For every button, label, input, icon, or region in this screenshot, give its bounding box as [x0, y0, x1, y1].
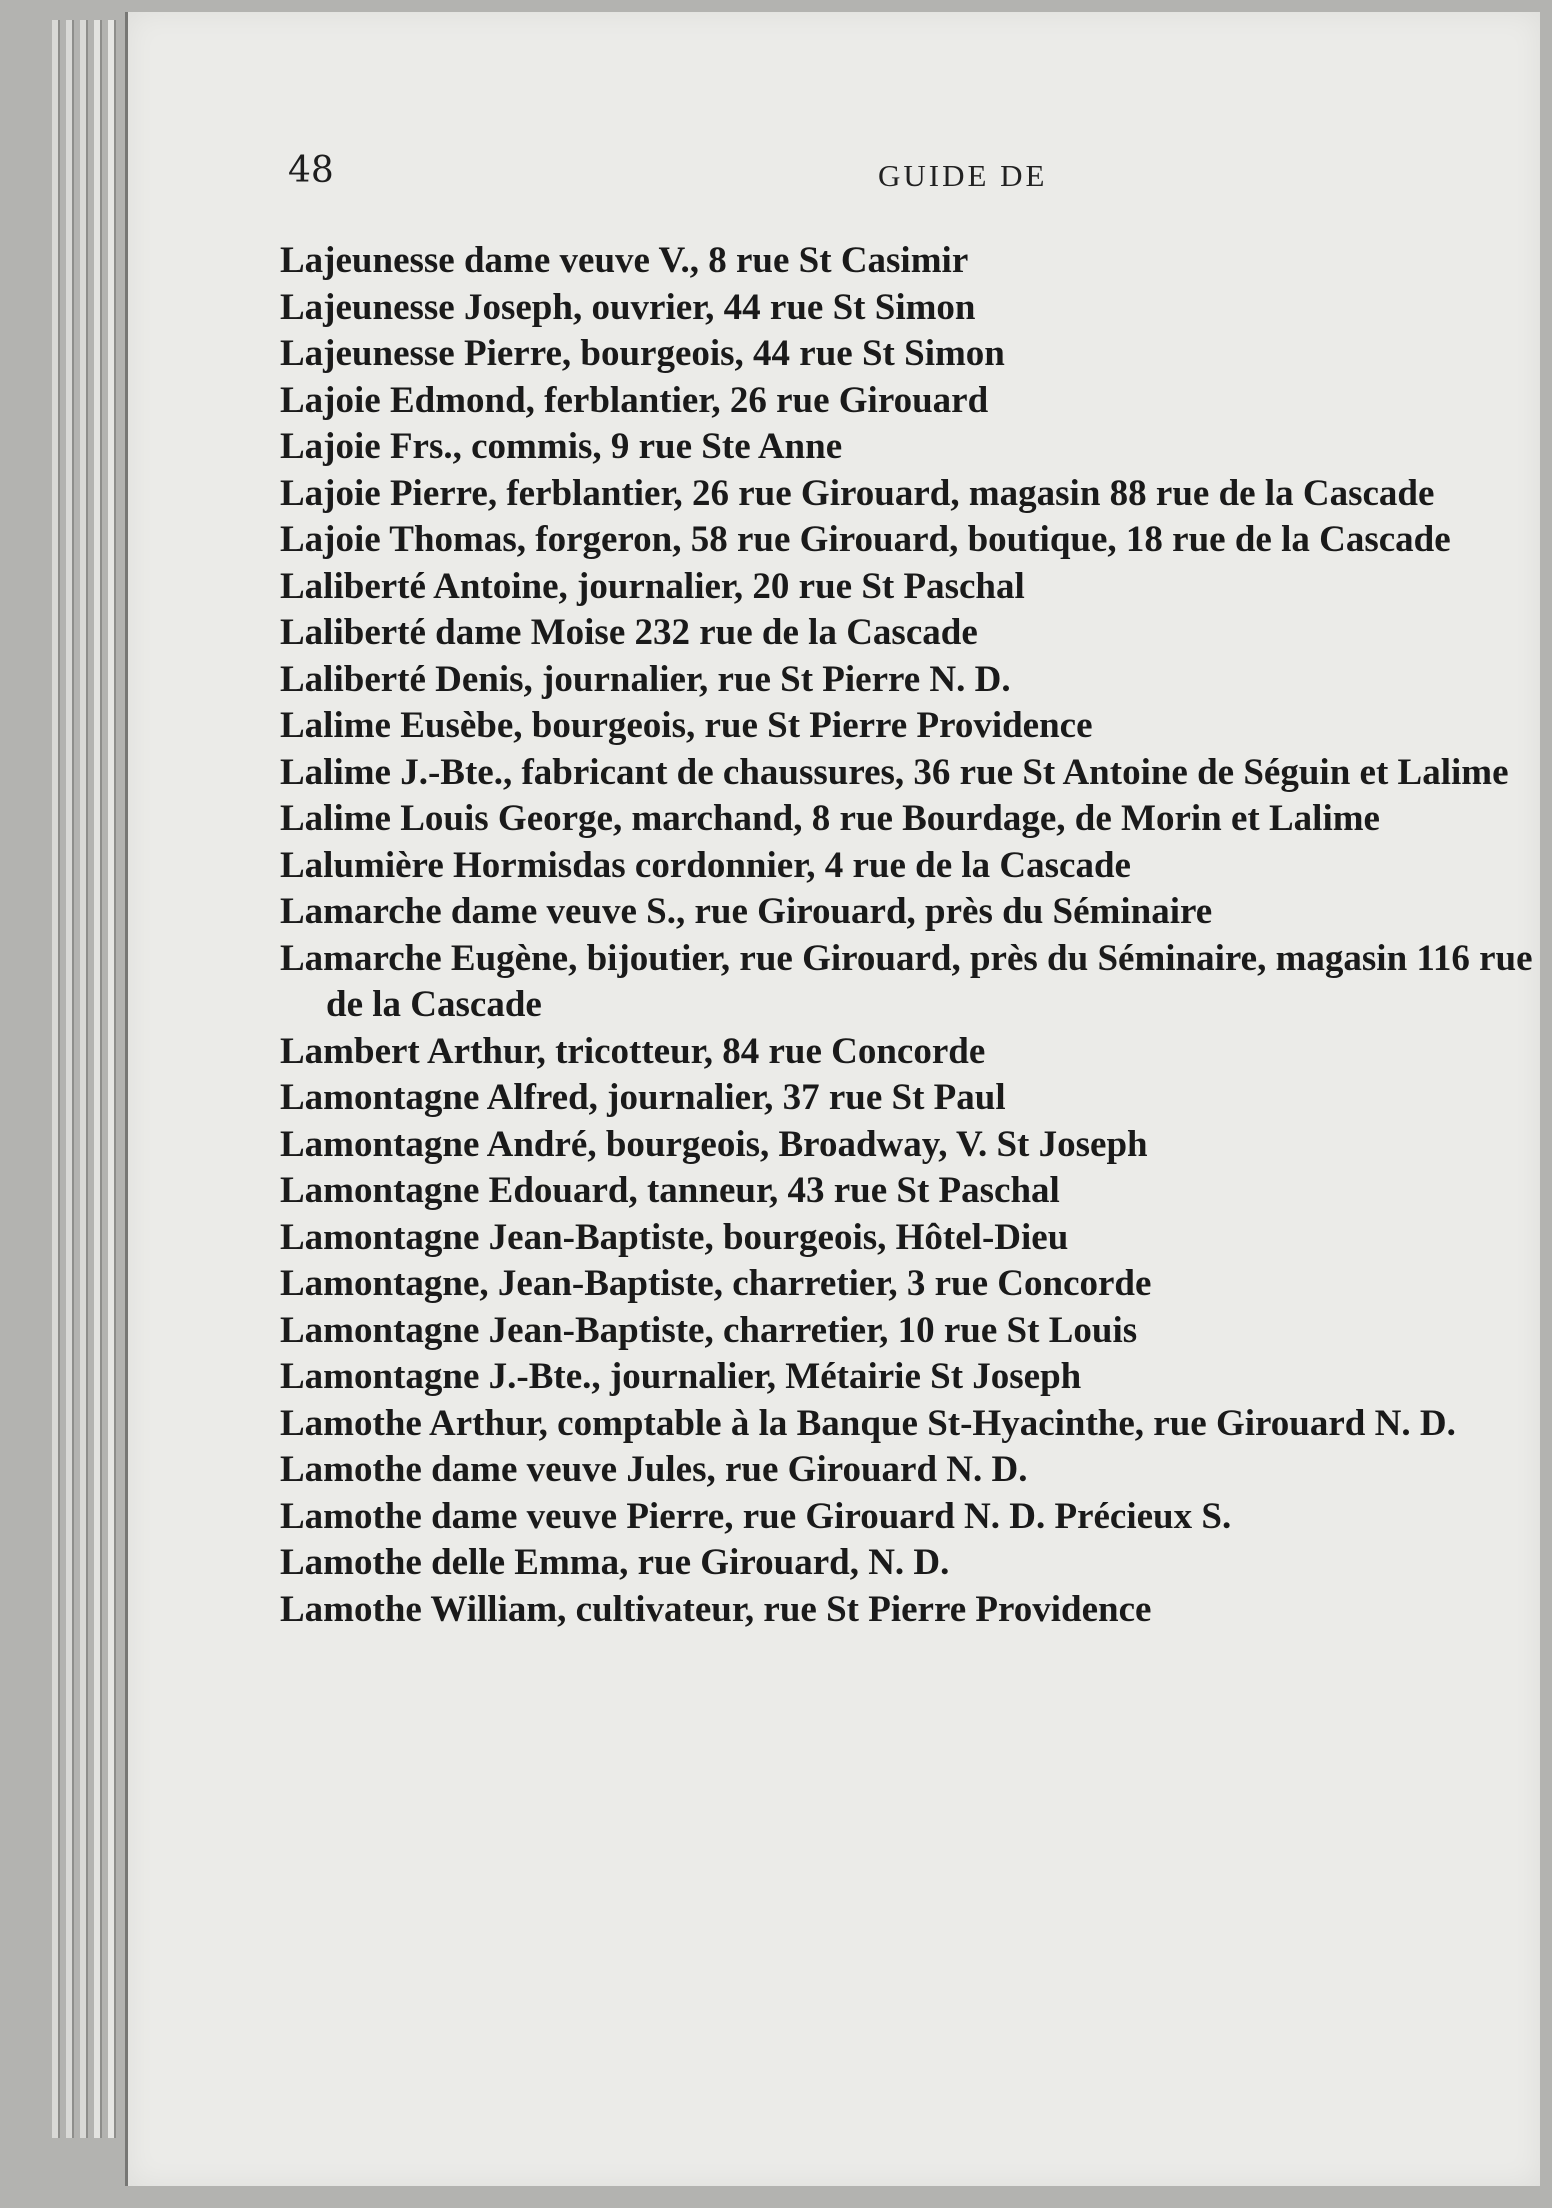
page-edge [94, 20, 102, 2138]
directory-entry: Lamarche Eugène, bijoutier, rue Girouard, près du Séminaire, magasin 116 rue de la Cascade [280, 937, 1533, 1025]
directory-entry: Lalime Eusèbe, bourgeois, rue St Pierre Providence [280, 705, 1093, 746]
page-edge [66, 20, 74, 2138]
directory-entry: Lajeunesse dame veuve V., 8 rue St Casimir [280, 240, 969, 281]
directory-entry: Lamothe Arthur, comptable à la Banque St-Hyacinthe, rue Girouard N. D. [280, 1402, 1456, 1444]
directory-entry: Lamontagne, Jean-Baptiste, charretier, 3 rue Concorde [280, 1263, 1152, 1304]
directory-entry: Lajoie Thomas, forgeron, 58 rue Girouard, boutique, 18 rue de la Cascade [280, 519, 1451, 560]
directory-entry: Lamothe William, cultivateur, rue St Pierre Providence [280, 1588, 1152, 1630]
directory-entry: Lalumière Hormisdas cordonnier, 4 rue de la Cascade [280, 844, 1131, 886]
directory-entry: Lajeunesse Joseph, ouvrier, 44 rue St Simon [280, 286, 976, 328]
page-number: 48 [288, 150, 334, 191]
directory-entries [280, 238, 1550, 1633]
directory-entry: Lamothe delle Emma, rue Girouard, N. D. [280, 1542, 950, 1583]
directory-entry: Lamothe dame veuve Jules, rue Girouard N. D. [280, 1449, 1028, 1490]
page-edge [108, 20, 116, 2138]
directory-entry: Lambert Arthur, tricotteur, 84 rue Concorde [280, 1030, 986, 1072]
directory-entry: Lamontagne Edouard, tanneur, 43 rue St Paschal [280, 1170, 1060, 1211]
directory-entry: Lamothe dame veuve Pierre, rue Girouard N. D. Précieux S. [280, 1495, 1232, 1537]
directory-entry: Lamarche dame veuve S., rue Girouard, près du Séminaire [280, 891, 1213, 932]
page-edge [52, 20, 60, 2138]
directory-entry: Lamontagne J.-Bte., journalier, Métairie St Joseph [280, 1356, 1082, 1397]
book-page [128, 12, 1540, 2186]
directory-entry: Lamontagne Jean-Baptiste, bourgeois, Hôtel-Dieu [280, 1216, 1069, 1258]
directory-entry: Lajeunesse Pierre, bourgeois, 44 rue St Simon [280, 333, 1005, 374]
directory-entry: Lajoie Pierre, ferblantier, 26 rue Girouard, magasin 88 rue de la Cascade [280, 472, 1435, 514]
page-edge [80, 20, 88, 2138]
directory-entry: Lamontagne André, bourgeois, Broadway, V. St Joseph [280, 1123, 1148, 1165]
directory-entry: Lajoie Frs., commis, 9 rue Ste Anne [280, 426, 843, 467]
directory-entry: Lajoie Edmond, ferblantier, 26 rue Girouard [280, 379, 989, 421]
directory-entry: Lamontagne Alfred, journalier, 37 rue St Paul [280, 1077, 1006, 1118]
directory-entry: Lamontagne Jean-Baptiste, charretier, 10 rue St Louis [280, 1309, 1138, 1351]
directory-entry: Lalime J.-Bte., fabricant de chaussures, 36 rue St Antoine de Séguin et Lalime [280, 751, 1509, 793]
running-head: GUIDE DE [878, 158, 1048, 193]
page-header [288, 150, 1528, 210]
directory-entry: Laliberté dame Moise 232 rue de la Cascade [280, 612, 978, 653]
directory-entry: Laliberté Denis, journalier, rue St Pierre N. D. [280, 658, 1011, 700]
directory-entry: Lalime Louis George, marchand, 8 rue Bourdage, de Morin et Lalime [280, 798, 1380, 839]
directory-entry: Laliberté Antoine, journalier, 20 rue St Paschal [280, 565, 1025, 607]
